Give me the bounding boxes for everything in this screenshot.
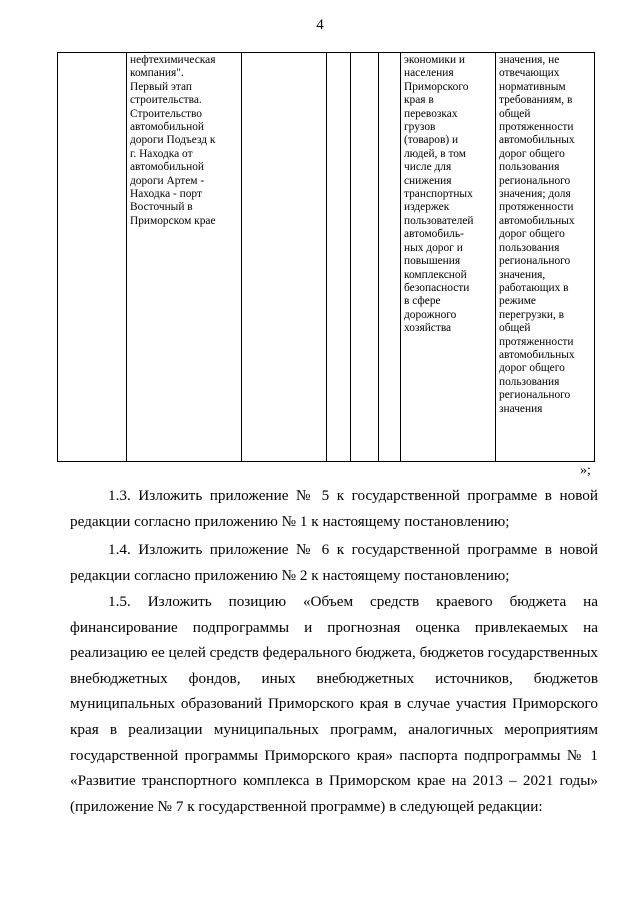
table-cell-empty (242, 53, 327, 462)
paragraph-1-4 (70, 537, 598, 588)
table-cell-object (127, 53, 242, 462)
object-description: нефтехимическая компания". Первый этап строительства. Строительство автомобильной дороги Подъезд к г. Находка от автомобильной дороги Артем - Находка - порт Восточный в Приморском крае (130, 54, 216, 227)
closing-quote-mark: »; (580, 463, 591, 478)
paragraph-1-3 (70, 483, 598, 534)
table-row (58, 53, 595, 462)
paragraph-1-5 (70, 589, 598, 819)
table-cell-empty (58, 53, 127, 462)
paragraph-text: 1.5. Изложить позицию «Объем средств краевого бюджета на финансирование подпрограммы и прогнозная оценка привлекаемых на реализацию ее целей средств федерального бюджета, бюджетов государственных внебюджетных фондов, иных внебюджетных источников, бюджетов муниципальных образований Приморского края в случае участия Приморского края в реализации муниципальных программ, аналогичных мероприятиям государственной программы Приморского края» паспорта подпрограммы № 1 «Развитие транспортного комплекса в Приморском крае на 2013 – 2021 годы» (приложение № 7 к государственной программе) в следующей редакции: (70, 593, 598, 815)
paragraph-text: 1.3. Изложить приложение № 5 к государственной программе в новой редакции согласно приложению № 1 к настоящему постановлению; (70, 487, 598, 530)
table-cell-empty (351, 53, 379, 462)
table-cell-goal (401, 53, 496, 462)
page-number: 4 (316, 17, 324, 33)
table-cell-empty (379, 53, 401, 462)
table-cell-indicator (496, 53, 595, 462)
continued-table (57, 52, 595, 462)
table-cell-empty (327, 53, 351, 462)
indicator-description: значения, не отвечающих нормативным требованиям, в общей протяженности автомобильных дорог общего пользования регионального значения; доля протяженности автомобильных дорог общего пользования регионального значения, работающих в режиме перегрузки, в общей протяженности автомобильных дорог общего пользования регионального значения (499, 54, 575, 415)
paragraph-text: 1.4. Изложить приложение № 6 к государственной программе в новой редакции согласно приложению № 2 к настоящему постановлению; (70, 541, 598, 584)
goal-description: экономики и населения Приморского края в перевозках грузов (товаров) и людей, в том числе для снижения транспортных издержек пользователей автомобиль- ных дорог и повышения комплексной безопасности в сфере дорожного хозяйства (404, 54, 474, 335)
